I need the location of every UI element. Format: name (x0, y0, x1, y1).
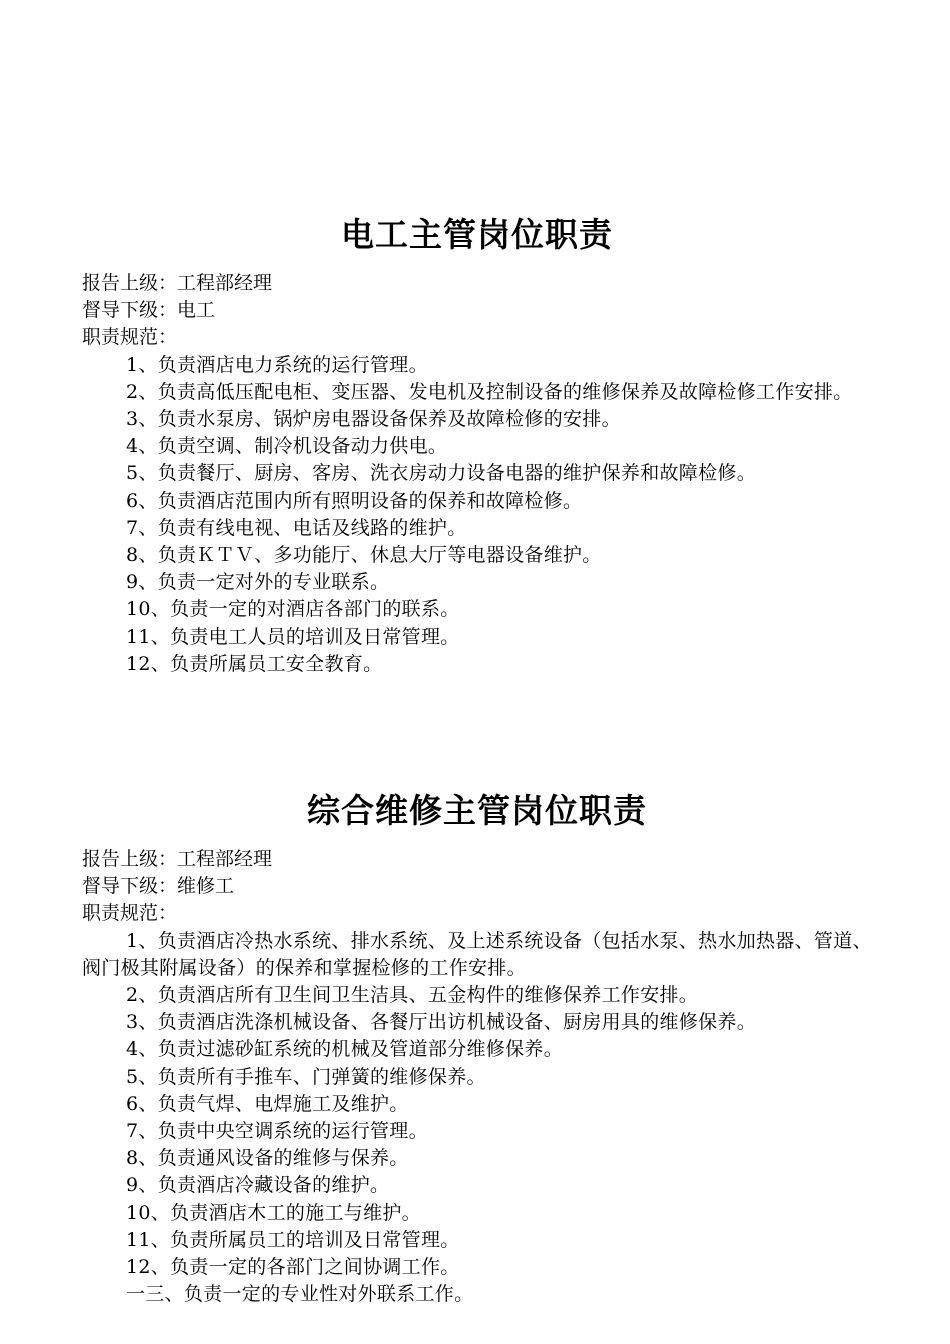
duty-item: 2、负责高低压配电柜、变压器、发电机及控制设备的维修保养及故障检修工作安排。 (126, 380, 853, 403)
section-maintenance-supervisor (82, 788, 872, 1308)
duty-item: 9、负责酒店冷藏设备的维护。 (126, 1174, 390, 1197)
report-to-line: 报告上级：工程部经理 (82, 272, 273, 294)
report-to-line: 报告上级：工程部经理 (82, 848, 273, 870)
duty-item: 一三、负责一定的专业性对外联系工作。 (126, 1283, 474, 1306)
supervise-line: 督导下级：维修工 (82, 875, 235, 898)
duty-item: 2、负责酒店所有卫生间卫生洁具、五金构件的维修保养工作安排。 (126, 984, 699, 1007)
duty-item: 6、负责气焊、电焊施工及维护。 (126, 1092, 409, 1115)
duty-item: 4、负责过滤砂缸系统的机械及管道部分维修保养。 (126, 1038, 563, 1061)
duty-item: 12、负责所属员工安全教育。 (126, 652, 383, 675)
duty-label: 职责规范： (82, 902, 178, 925)
duty-item: 11、负责所属员工的培训及日常管理。 (126, 1228, 460, 1251)
section-title: 综合维修主管岗位职责 (307, 791, 647, 830)
duty-item: 3、负责酒店洗涤机械设备、各餐厅出访机械设备、厨房用具的维修保养。 (126, 1011, 756, 1034)
duty-item: 3、负责水泵房、锅炉房电器设备保养及故障检修的安排。 (126, 408, 621, 431)
duty-item: 6、负责酒店范围内所有照明设备的保养和故障检修。 (126, 489, 583, 512)
duty-label: 职责规范： (82, 326, 178, 349)
duty-item: 8、负责通风设备的维修与保养。 (126, 1147, 409, 1170)
duty-item: 11、负责电工人员的培训及日常管理。 (126, 625, 460, 648)
duty-item: 10、负责酒店木工的施工与维护。 (126, 1201, 421, 1224)
duty-item: 10、负责一定的对酒店各部门的联系。 (126, 598, 460, 621)
duty-item: 8、负责ＫＴＶ、多功能厅、休息大厅等电器设备维护。 (126, 544, 602, 567)
duty-item: 4、负责空调、制冷机设备动力供电。 (126, 435, 448, 458)
section-title: 电工主管岗位职责 (341, 215, 613, 254)
section-electrician-supervisor (82, 212, 872, 678)
duty-item: 9、负责一定对外的专业联系。 (126, 571, 390, 594)
duty-item: 7、负责中央空调系统的运行管理。 (126, 1120, 428, 1143)
duty-item: 1、负责酒店电力系统的运行管理。 (126, 353, 428, 376)
supervise-line: 督导下级：电工 (82, 299, 216, 322)
duty-item: 7、负责有线电视、电话及线路的维护。 (126, 516, 467, 539)
duty-list (82, 928, 872, 1309)
duty-item: 12、负责一定的各部门之间协调工作。 (126, 1256, 460, 1279)
duty-list (82, 352, 872, 678)
duty-item: 1、负责酒店冷热水系统、排水系统、及上述系统设备（包括水泵、热水加热器、管道、阀门极其附属设备）的保养和掌握检修的工作安排。 (82, 929, 872, 979)
duty-item: 5、负责所有手推车、门弹簧的维修保养。 (126, 1065, 486, 1088)
duty-item: 5、负责餐厅、厨房、客房、洗衣房动力设备电器的维护保养和故障检修。 (126, 462, 756, 485)
